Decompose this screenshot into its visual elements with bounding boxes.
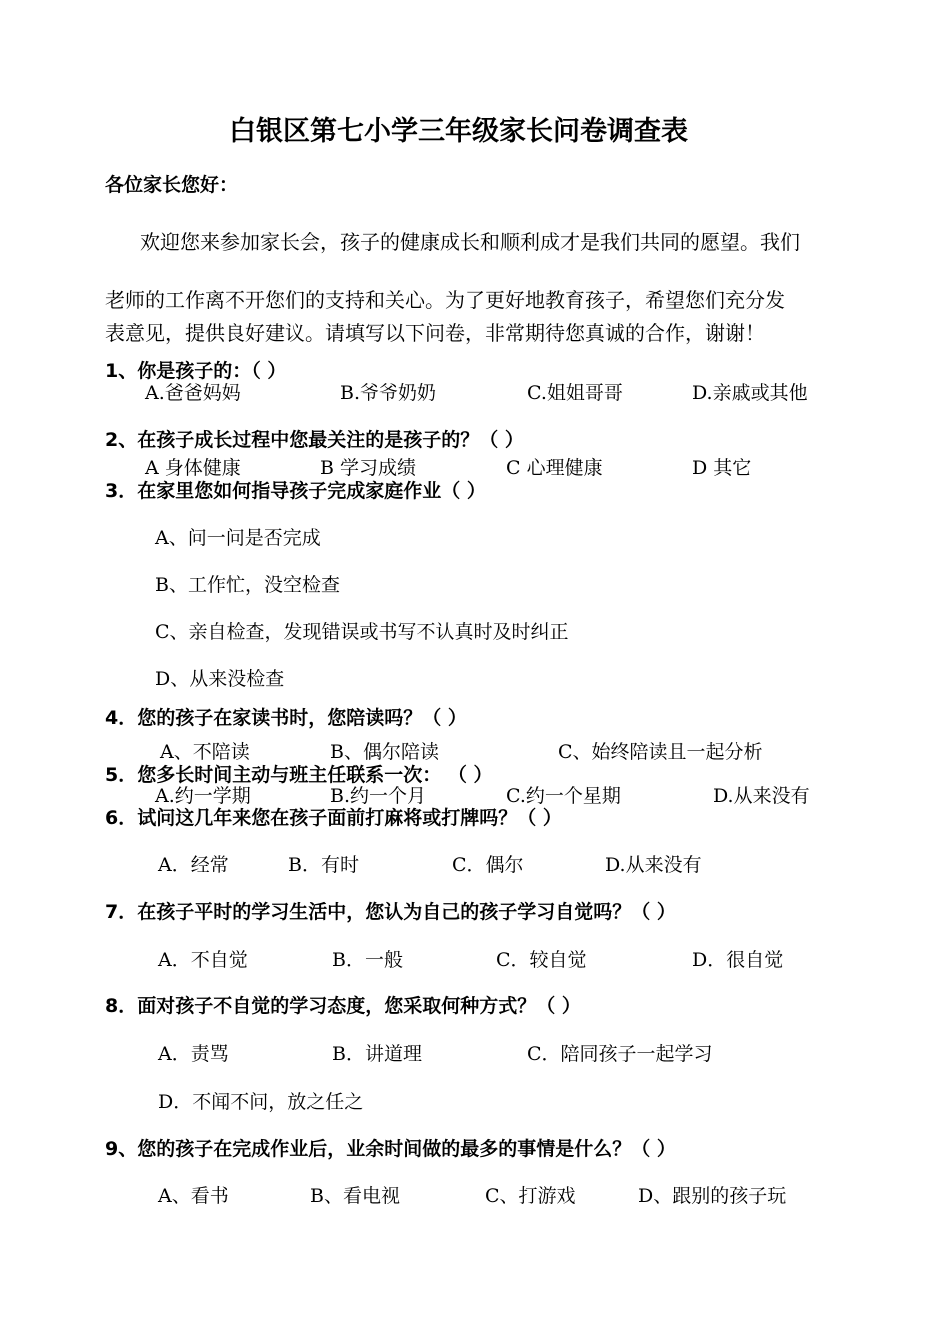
q8-option-c[interactable]: C．陪同孩子一起学习 <box>527 1043 713 1065</box>
greeting: 各位家长您好： <box>105 174 239 196</box>
intro-line-3: 表意见，提供良好建议。请填写以下问卷，非常期待您真诚的合作，谢谢！ <box>105 321 765 345</box>
q5-option-c[interactable]: C.约一个星期 <box>506 785 621 807</box>
q9-option-a[interactable]: A、看书 <box>158 1185 229 1207</box>
q3-option-b[interactable]: B、工作忙，没空检查 <box>155 574 340 596</box>
intro-line-2: 老师的工作离不开您们的支持和关心。为了更好地教育孩子，希望您们充分发 <box>105 288 785 312</box>
q4-option-a[interactable]: A、不陪读 <box>160 741 250 763</box>
q6-option-d[interactable]: D.从来没有 <box>605 854 702 876</box>
q3-option-a[interactable]: A、问一问是否完成 <box>155 527 321 549</box>
question-6: 6．试问这几年来您在孩子面前打麻将或打牌吗？（ ） <box>105 807 562 829</box>
q7-option-a[interactable]: A．不自觉 <box>158 949 248 971</box>
question-4: 4．您的孩子在家读书时，您陪读吗？（ ） <box>105 707 467 729</box>
q4-option-b[interactable]: B、偶尔陪读 <box>330 741 439 763</box>
q2-option-a[interactable]: A 身体健康 <box>145 457 241 479</box>
q1-option-c[interactable]: C.姐姐哥哥 <box>527 382 623 404</box>
q3-option-c[interactable]: C、亲自检查，发现错误或书写不认真时及时纠正 <box>155 621 569 643</box>
q8-option-a[interactable]: A．责骂 <box>158 1043 229 1065</box>
q7-option-d[interactable]: D．很自觉 <box>692 949 784 971</box>
q5-option-b[interactable]: B.约一个月 <box>330 785 427 807</box>
q6-option-c[interactable]: C．偶尔 <box>452 854 524 876</box>
q8-option-b[interactable]: B．讲道理 <box>332 1043 422 1065</box>
q6-option-b[interactable]: B．有时 <box>288 854 359 876</box>
q4-option-c[interactable]: C、始终陪读且一起分析 <box>558 741 763 763</box>
q3-option-d[interactable]: D、从来没检查 <box>155 668 285 690</box>
q8-option-d[interactable]: D．不闻不问，放之任之 <box>158 1091 364 1113</box>
q1-option-d[interactable]: D.亲戚或其他 <box>692 382 808 404</box>
question-8: 8．面对孩子不自觉的学习态度，您采取何种方式？（ ） <box>105 995 581 1017</box>
intro-line-1: 欢迎您来参加家长会，孩子的健康成长和顺利成才是我们共同的愿望。我们 <box>140 230 800 254</box>
q7-option-c[interactable]: C．较自觉 <box>496 949 587 971</box>
question-5: 5．您多长时间主动与班主任联系一次： （ ） <box>105 764 493 786</box>
question-7: 7．在孩子平时的学习生活中，您认为自己的孩子学习自觉吗？（ ） <box>105 901 676 923</box>
q2-option-d[interactable]: D 其它 <box>692 457 752 479</box>
question-9: 9、您的孩子在完成作业后，业余时间做的最多的事情是什么？（ ） <box>105 1138 676 1160</box>
q9-option-c[interactable]: C、打游戏 <box>485 1185 576 1207</box>
question-1: 1、你是孩子的：（ ） <box>105 360 287 382</box>
q2-option-c[interactable]: C 心理健康 <box>506 457 603 479</box>
q5-option-a[interactable]: A.约一学期 <box>155 785 251 807</box>
q9-option-d[interactable]: D、跟别的孩子玩 <box>638 1185 787 1207</box>
q1-option-a[interactable]: A.爸爸妈妈 <box>145 382 241 404</box>
q7-option-b[interactable]: B．一般 <box>332 949 403 971</box>
q9-option-b[interactable]: B、看电视 <box>310 1185 400 1207</box>
question-3: 3．在家里您如何指导孩子完成家庭作业（ ） <box>105 480 486 502</box>
question-2: 2、在孩子成长过程中您最关注的是孩子的？（ ） <box>105 429 524 451</box>
q1-option-b[interactable]: B.爷爷奶奶 <box>340 382 437 404</box>
q5-option-d[interactable]: D.从来没有 <box>713 785 810 807</box>
page-title: 白银区第七小学三年级家长问卷调查表 <box>229 116 688 147</box>
q6-option-a[interactable]: A．经常 <box>158 854 229 876</box>
q2-option-b[interactable]: B 学习成绩 <box>320 457 417 479</box>
